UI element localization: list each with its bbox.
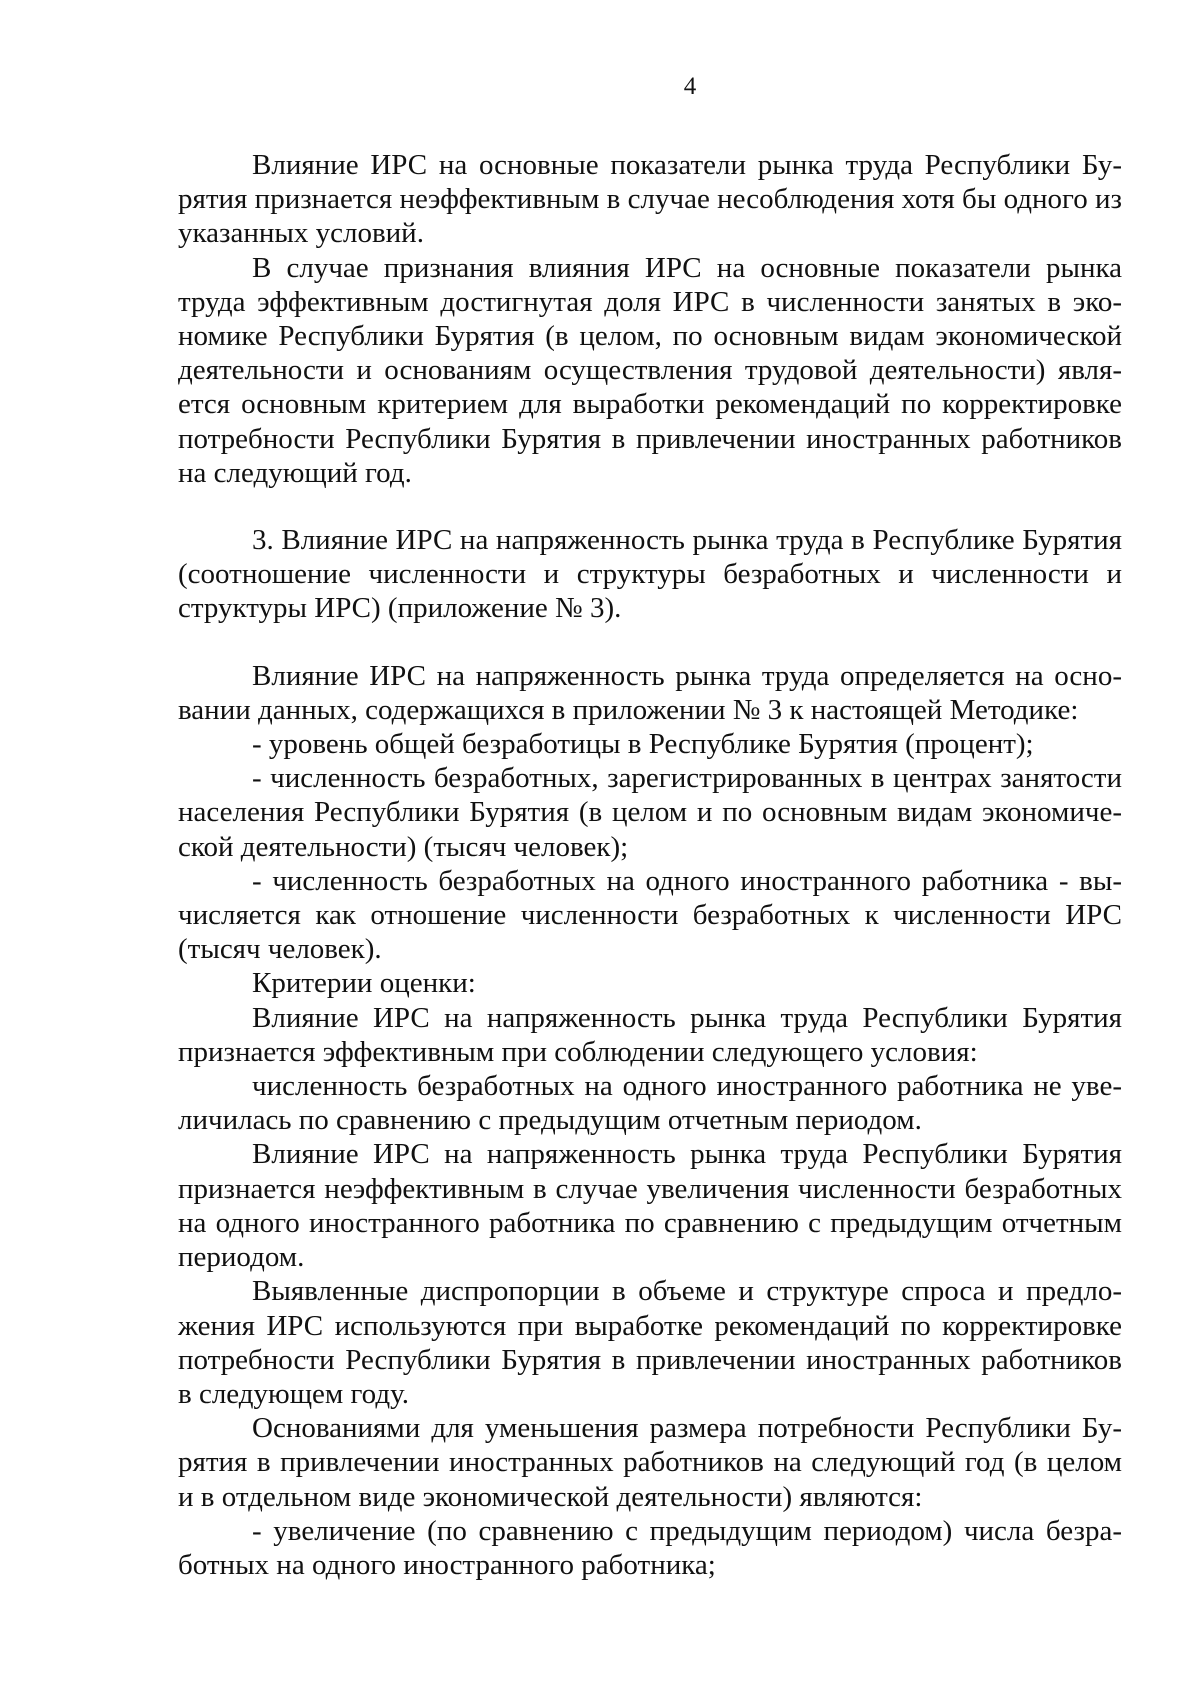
list-item-registered-unemployed: - численность безработных, зарегистрированных в центрах занятости населения Республики Бурятия (в целом и по основным видам экономической деятельности) (тысяч человек); xyxy=(178,762,1122,863)
list-item-increase-unemployed: - увеличение (по сравнению с предыдущим периодом) числа безработных на одного иностранного работника; xyxy=(178,1514,1122,1581)
paragraph-reduction-grounds: Основаниями для уменьшения размера потребности Республики Бурятия в привлечении иностранных работников на следующий год (в целом и в отдельном виде экономической деятельности) являются: xyxy=(178,1412,1122,1513)
list-item-unemployment-rate: - уровень общей безработицы в Республике Бурятия (процент); xyxy=(252,728,1034,761)
page-number: 4 xyxy=(683,73,697,100)
paragraph-condition-detail: численность безработных на одного иностранного работника не увеличилась по сравнению с предыдущим отчетным периодом. xyxy=(178,1070,1122,1137)
paragraph-effective-condition: Влияние ИРС на напряженность рынка труда Республики Бурятия признается эффективным при соблюдении следующего условия: xyxy=(178,1001,1122,1068)
paragraph-tension-data: Влияние ИРС на напряженность рынка труда определяется на основании данных, содержащихся в приложении № 3 к настоящей Методике: xyxy=(178,659,1122,726)
section-3-heading: 3. Влияние ИРС на напряженность рынка труда в Республике Бурятия (соотношение численности и структуры безработных и численности и структуры ИРС) (приложение № 3). xyxy=(178,524,1122,625)
list-item-unemployed-per-worker: - численность безработных на одного иностранного работника - вычисляется как отношение численности безработных к численности ИРС (тысяч человек). xyxy=(178,864,1122,966)
paragraph-disproportions: Выявленные диспропорции в объеме и структуре спроса и предложения ИРС используются при выработке рекомендаций по корректировке потребности Республики Бурятия в привлечении иностранных работников в следующем году. xyxy=(178,1275,1122,1410)
criteria-heading: Критерии оценки: xyxy=(252,967,476,1000)
document-body xyxy=(178,148,1122,1582)
paragraph-ineffective-tension: Влияние ИРС на напряженность рынка труда Республики Бурятия признается неэффективным в случае увеличения численности безработных на одного иностранного работника по сравнению с предыдущим отчетным периодом. xyxy=(178,1138,1122,1274)
paragraph-ineffective-indicators: Влияние ИРС на основные показатели рынка труда Республики Бурятия признается неэффективным в случае несоблюдения хотя бы одного из указанных условий. xyxy=(178,149,1122,250)
paragraph-effective-share: В случае признания влияния ИРС на основные показатели рынка труда эффективным достигнутая доля ИРС в численности занятых в экономике Республики Бурятия (в целом, по основным видам экономической деятельности и основаниям осуществления трудовой деятельности) является основным критерием для выработки рекомендаций по корректировке потребности Республики Бурятия в привлечении иностранных работников на следующий год. xyxy=(178,251,1122,489)
